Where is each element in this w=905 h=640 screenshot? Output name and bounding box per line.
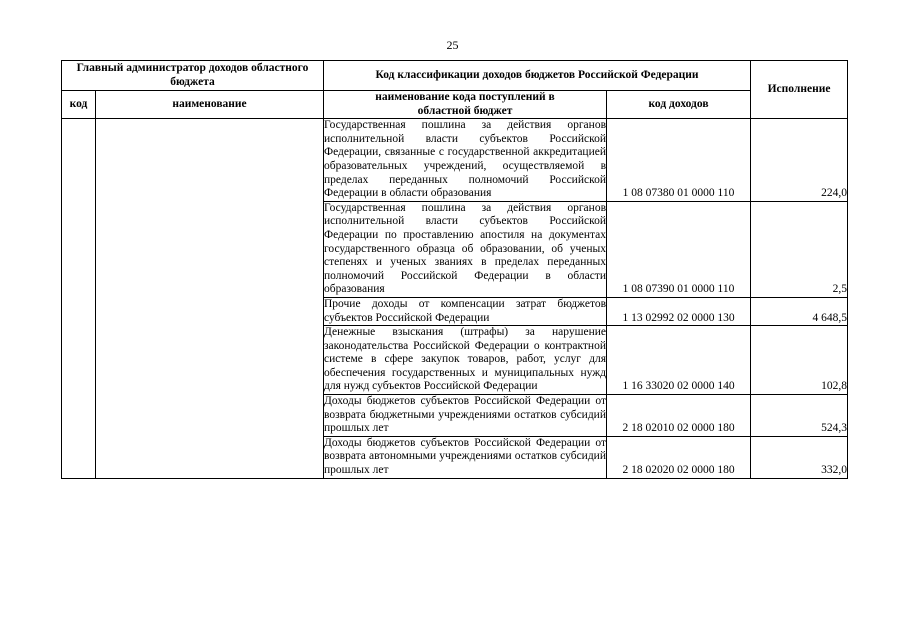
execution-amount: 524,3 xyxy=(751,395,848,437)
revenue-code: 2 18 02010 02 0000 180 xyxy=(607,395,751,437)
page-number: 25 xyxy=(446,38,459,52)
revenue-code: 1 16 33020 02 0000 140 xyxy=(607,326,751,395)
revenue-name: Прочие доходы от компенсации затрат бюджетов субъектов Российской Федерации xyxy=(324,297,607,325)
revenue-name: Государственная пошлина за действия органов исполнительной власти субъектов Российской Федерации по проставлению апостиля на документах государственного образца об образовании, об ученых степенях и ученых званиях в пределах переданных полномочий Российской Федерации в области образования xyxy=(324,201,607,297)
header-classification-group: Код классификации доходов бюджетов Российской Федерации xyxy=(324,61,751,91)
execution-amount: 4 648,5 xyxy=(751,297,848,325)
header-execution: Исполнение xyxy=(751,61,848,119)
revenue-name: Государственная пошлина за действия органов исполнительной власти субъектов Российской Федерации, связанные с государственной аккредитацией образовательных учреждений, осуществляемой в пределах переданных полномочий Российской Федерации в области образования xyxy=(324,119,607,202)
revenue-code: 1 08 07380 01 0000 110 xyxy=(607,119,751,202)
admin-name-cell xyxy=(96,119,324,478)
admin-code-cell xyxy=(62,119,96,478)
revenue-code: 2 18 02020 02 0000 180 xyxy=(607,436,751,478)
header-name: наименование xyxy=(96,91,324,119)
revenue-name: Доходы бюджетов субъектов Российской Федерации от возврата бюджетными учреждениями остатков субсидий прошлых лет xyxy=(324,395,607,437)
execution-amount: 2,5 xyxy=(751,201,848,297)
header-revenue-code: код доходов xyxy=(607,91,751,119)
execution-amount: 224,0 xyxy=(751,119,848,202)
table-row xyxy=(62,119,848,202)
execution-amount: 332,0 xyxy=(751,436,848,478)
header-revenue-code-name: наименование кода поступлений в областной бюджет xyxy=(324,91,607,119)
header-administrator-group: Главный администратор доходов областного бюджета xyxy=(62,61,324,91)
revenue-name: Денежные взыскания (штрафы) за нарушение законодательства Российской Федерации о контрактной системе в сфере закупок товаров, работ, услуг для обеспечения государственных и муниципальных нужд для нужд субъектов Российской Федерации xyxy=(324,326,607,395)
revenue-name: Доходы бюджетов субъектов Российской Федерации от возврата автономными учреждениями остатков субсидий прошлых лет xyxy=(324,436,607,478)
execution-amount: 102,8 xyxy=(751,326,848,395)
header-code: код xyxy=(62,91,96,119)
revenue-code: 1 13 02992 02 0000 130 xyxy=(607,297,751,325)
revenue-table xyxy=(61,60,848,479)
revenue-code: 1 08 07390 01 0000 110 xyxy=(607,201,751,297)
